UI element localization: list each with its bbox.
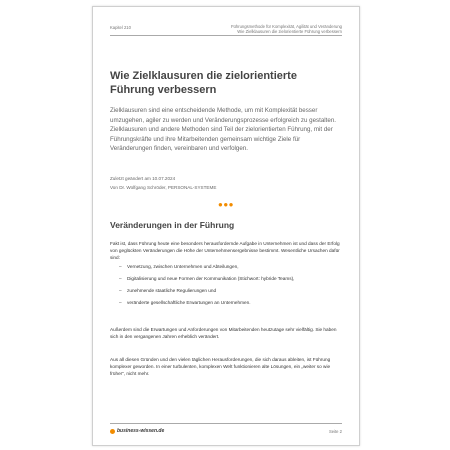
list-item [119,263,339,270]
page-number: Seite 2 [328,429,342,434]
list-item-text: veränderte gesellschaftliche Erwartungen an Unternehmen. [127,300,251,305]
bullet-marker: – [119,276,122,281]
list-item [119,299,339,306]
header-titles [231,24,342,34]
article-lead: Zielklausuren sind eine entscheidende Methode, um mit Komplexität besser umzugehen, agiler zu werden und Veränderungsprozesse erfolgreich zu gestalten. Zielklausuren und andere Methoden sind Teil der zielorientierten Führung, mit der Führungskräfte und ihre Mitarbeitenden gemeinsam wichtige Ziele für Veränderungen finden, vereinbaren und verfolgen. [110,107,336,152]
list-item [119,275,339,282]
bullet-marker: – [119,300,122,305]
bullet-marker: – [119,288,122,293]
header-divider [110,35,342,36]
bullet-marker: – [119,264,122,269]
header-chapter: Kapitel 210 [110,25,131,30]
logo-text: business-wissen.de [117,428,165,434]
list-item-text: zunehmende staatliche Regulierungen und [127,288,217,293]
last-changed-date: Zuletzt geändert am 10.07.2024 [110,176,176,181]
list-item-text: Digitalisierung und neue Formen der Kommunikation (Stichwort: hybride Teams), [127,276,295,281]
document-page [92,6,360,446]
section-separator: ●●● [218,200,234,209]
list-item [119,287,339,294]
paragraph-2: Außerdem sind die Erwartungen und Anforderungen von Mitarbeitenden heutzutage sehr vielfältig. Sie haben sich in den vergangenen Jahren erheblich verändert. [110,327,337,339]
paragraph-3: Aus all diesen Gründen und den vielen täglichen Herausforderungen, die sich daraus ableiten, ist Führung komplexer geworden. In einer turbulenten, komplexen Welt funktionieren alte Lösungen, ein „weiter so wie früher“, nicht mehr. [110,357,331,376]
section-heading: Veränderungen in der Führung [110,220,235,230]
header-article-title: Wie Zielklausuren die zielorientierte Führung verbessern [237,29,342,34]
article-title: Wie Zielklausuren die zielorientierte Führung verbessern [110,70,297,96]
site-logo[interactable] [110,428,164,434]
logo-dot-icon [110,429,115,434]
list-item-text: Vernetzung, zwischen Unternehmen und Abteilungen, [127,264,239,269]
header-series-title: Führungsmethode für Komplexität, Agilität und Veränderung [230,24,342,29]
cause-list [119,263,339,311]
author-line: Von Dr. Wolfgang Schröder, PERSONAL-SYSTEME [110,185,217,190]
footer-divider [110,423,342,424]
paragraph-1: Fakt ist, dass Führung heute eine besonders herausfordernde Aufgabe in Unternehmen ist und dass der Erfolg von geglückten Veränderungen die Höhe der Unternehmensergebnisse bestimmt. Wesentliche Ursachen dafür sind: [110,241,340,260]
